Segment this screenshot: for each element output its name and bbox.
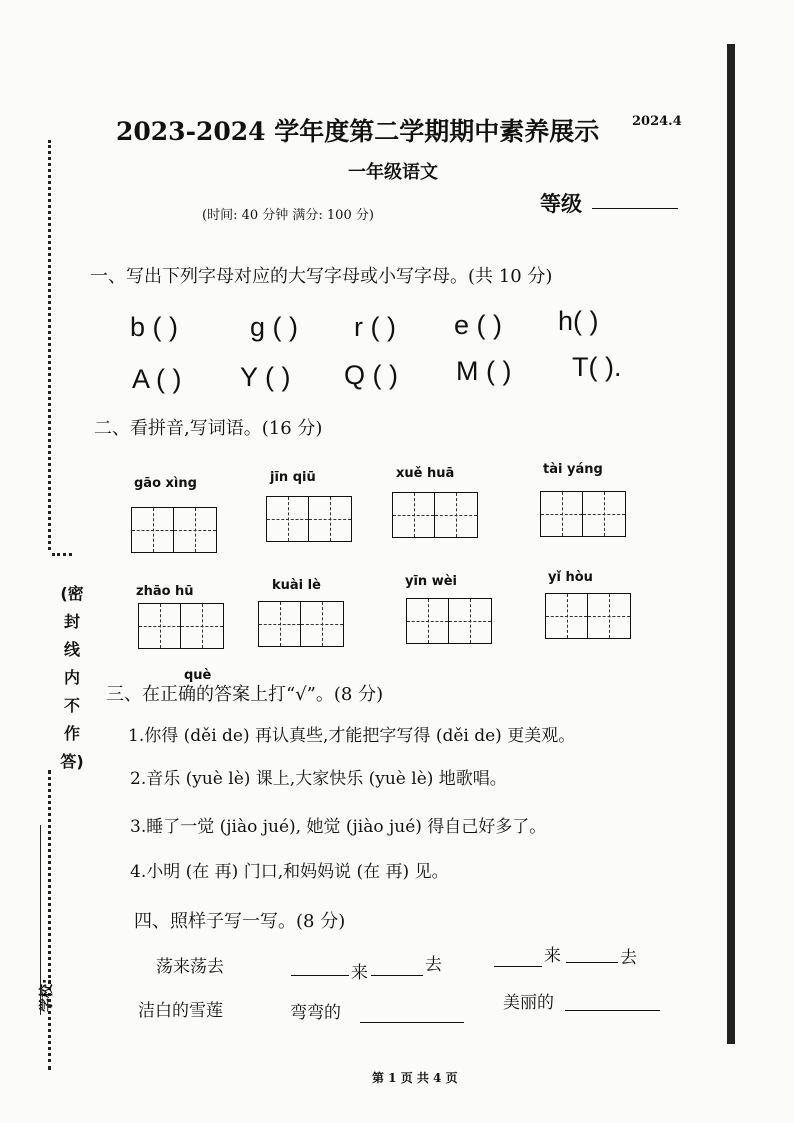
answer-blank[interactable] (565, 1010, 660, 1011)
binding-dotted-line-top (48, 140, 51, 550)
writing-grid[interactable] (545, 593, 631, 639)
section2-heading: 二、看拼音,写词语。(16 分) (94, 418, 323, 439)
exam-subtitle: 一年级语文 (348, 162, 438, 183)
letter-item: g ( ) (250, 312, 299, 342)
pinyin-label: tài yáng (543, 462, 603, 477)
writing-grid[interactable] (131, 507, 217, 553)
grade-blank[interactable] (592, 208, 678, 209)
exam-date: 2024.4 (632, 114, 682, 129)
question-item: 2.音乐 (yuè lè) 课上,大家快乐 (yuè lè) 地歌唱。 (130, 769, 507, 789)
letter-item: r ( ) (354, 312, 396, 342)
example-phrase: 洁白的雪莲 (138, 1001, 223, 1021)
answer-blank[interactable] (566, 962, 618, 963)
answer-blank[interactable] (360, 1022, 464, 1023)
school-label: 学校: (39, 978, 55, 1012)
binding-dotted-line-bottom (48, 770, 51, 1070)
question-item: 4.小明 (在 再) 门口,和妈妈说 (在 再) 见。 (130, 862, 449, 882)
section3-heading: 三、在正确的答案上打“√”。(8 分) (106, 684, 384, 705)
grade-label: 等级 (540, 191, 582, 216)
letter-item: Q ( ) (344, 360, 398, 390)
pinyin-annotation: què (184, 668, 212, 683)
prompt-phrase: 弯弯的 (290, 1003, 341, 1023)
writing-grid[interactable] (138, 603, 224, 649)
letter-item: M ( ) (456, 356, 512, 386)
exam-title: 2023-2024 学年度第二学期期中素养展示 (116, 117, 600, 146)
char-lai: 来 (544, 946, 561, 966)
pinyin-label: xuě huā (396, 466, 455, 481)
answer-blank[interactable] (371, 975, 423, 976)
prompt-phrase: 美丽的 (503, 993, 554, 1013)
char-qu: 去 (425, 955, 442, 975)
letter-item: Y ( ) (240, 362, 291, 392)
writing-grid[interactable] (540, 491, 626, 537)
pinyin-label: zhāo hū (136, 584, 194, 599)
writing-grid[interactable] (392, 492, 478, 538)
section4-heading: 四、照样子写一写。(8 分) (134, 911, 346, 932)
letter-item: e ( ) (454, 310, 503, 340)
section1-heading: 一、写出下列字母对应的大写字母或小写字母。(共 10 分) (90, 266, 553, 287)
char-lai: 来 (351, 963, 368, 983)
exam-meta: (时间: 40 分钟 满分: 100 分) (202, 208, 374, 223)
char-qu: 去 (620, 948, 637, 968)
answer-blank[interactable] (291, 975, 349, 976)
pinyin-label: yīn wèi (405, 574, 457, 589)
question-item: 3.睡了一觉 (jiào jué), 她觉 (jiào jué) 得自己好多了。 (130, 817, 547, 837)
pinyin-label: yǐ hòu (548, 570, 593, 585)
example-phrase: 荡来荡去 (156, 957, 224, 977)
question-item: 1.你得 (děi de) 再认真些,才能把字写得 (děi de) 更美观。 (128, 726, 576, 746)
letter-item: T( ). (572, 352, 622, 382)
writing-grid[interactable] (406, 598, 492, 644)
letter-item: A ( ) (132, 364, 182, 394)
writing-grid[interactable] (258, 601, 344, 647)
binding-notice: (密封线内不作答) (60, 584, 84, 771)
letter-item: h( ) (558, 306, 599, 336)
scan-edge-shadow (727, 44, 735, 1044)
binding-dotted-connector (52, 553, 72, 556)
pinyin-label: jīn qiū (270, 470, 316, 485)
letter-item: b ( ) (130, 312, 179, 342)
page-number: 第 1 页 共 4 页 (372, 1071, 458, 1085)
answer-blank[interactable] (494, 966, 542, 967)
pinyin-label: kuài lè (272, 578, 321, 593)
pinyin-label: gāo xìng (134, 476, 197, 491)
writing-grid[interactable] (266, 496, 352, 542)
